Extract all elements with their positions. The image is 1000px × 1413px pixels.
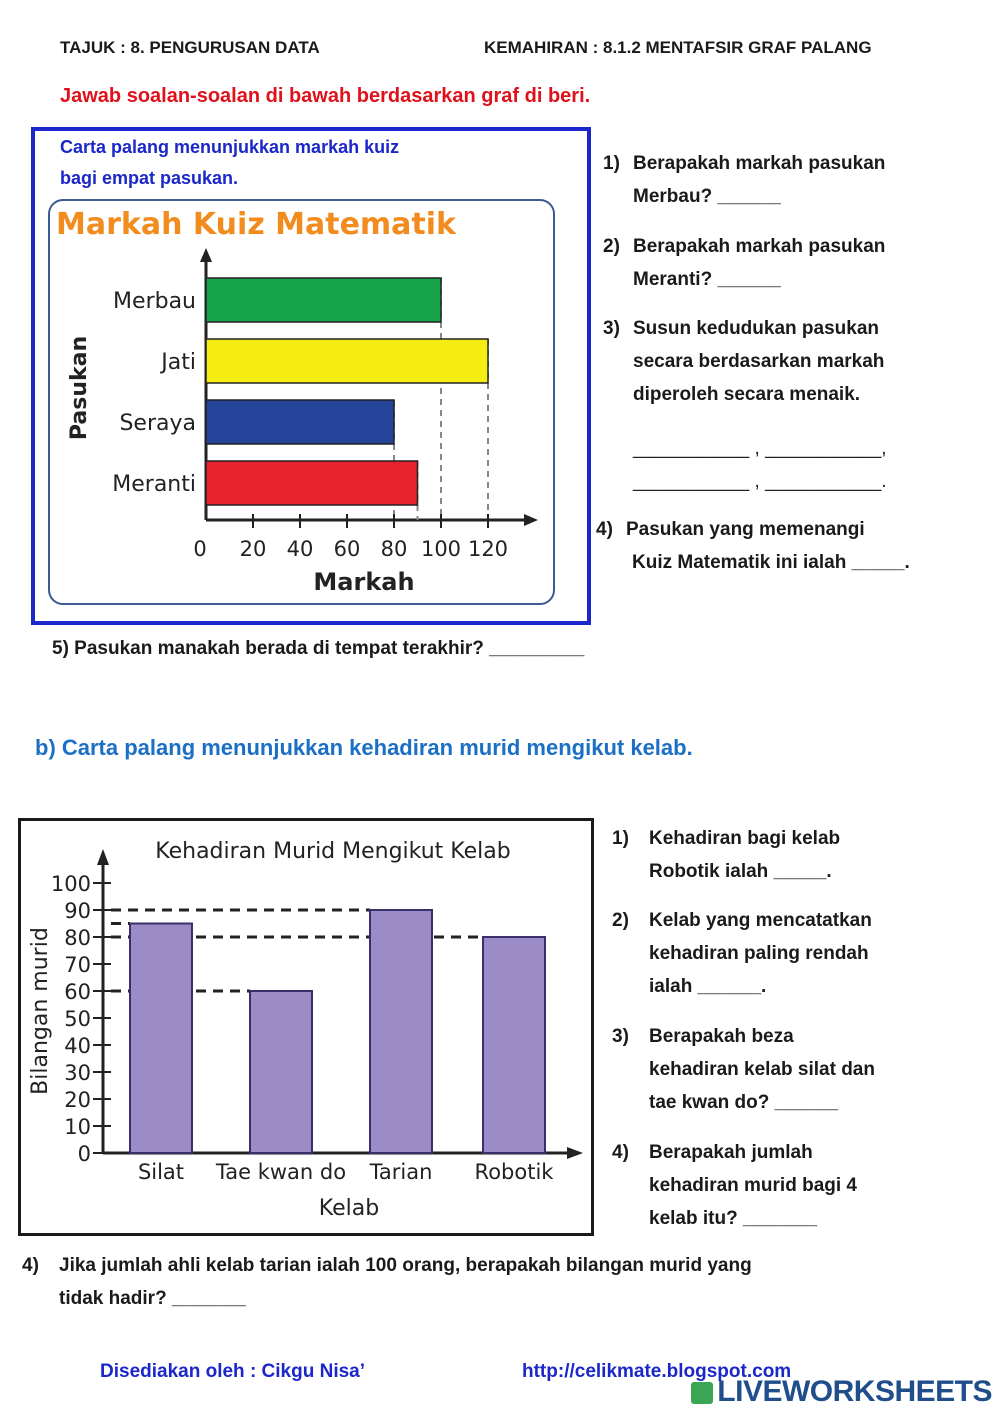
question-text: Berapakah beza [649,1026,794,1047]
question-a3 [603,312,983,411]
question-number: 4) [596,519,613,540]
chart-a-category-label: Jati [161,350,196,375]
section-b-title: b) Carta palang menunjukkan kehadiran murid mengikut kelab. [35,735,693,760]
blog-url[interactable]: http://celikmate.blogspot.com [522,1361,792,1382]
chart-b-tick-label: 80 [64,926,91,950]
instruction-text: Jawab soalan-soalan di bawah berdasarkan graf di beri. [60,85,591,107]
chart-a-bar [206,278,441,322]
chart-b-tick-label: 70 [64,953,91,977]
chart-b-y-label: Bilangan murid [28,927,53,1095]
chart-a-tick-label: 100 [420,537,462,561]
question-answer-line: tae kwan do? ______ [649,1092,839,1113]
question-number: 1) [603,153,620,174]
chart-a-category-label: Seraya [119,411,196,436]
question-b-bottom [22,1249,982,1315]
chart-b-category-label: Robotik [474,1160,554,1184]
chart-a-title: Markah Kuiz Matematik [55,207,457,242]
answer-blank-row[interactable]: ___________ , ___________. [633,471,887,492]
liveworksheets-logo-icon [691,1382,713,1404]
question-a2 [603,230,983,296]
chart-b-bar [130,924,192,1154]
chart-a-y-label: Pasukan [67,335,92,441]
question-b1 [612,822,992,888]
chart-b-title: Kehadiran Murid Mengikut Kelab [155,839,511,864]
question-text: Berapakah markah pasukan [633,153,886,174]
question-text-line: secara berdasarkan markah [633,351,885,372]
question-b3 [612,1020,992,1119]
chart-a-bar [206,339,488,383]
chart-b-tick-label: 30 [64,1061,91,1085]
chart-a-category-label: Meranti [112,472,196,497]
chart-a-category-label: Merbau [113,289,196,314]
question-answer-line: Robotik ialah _____. [649,861,832,882]
chart-b-tick-label: 0 [77,1142,91,1166]
question-text-line: diperoleh secara menaik. [633,384,861,405]
question-text-line: kehadiran paling rendah [649,943,869,964]
chart-b-tick-label: 50 [64,1007,91,1031]
question-text: Berapakah markah pasukan [633,236,886,257]
skill-header: KEMAHIRAN : 8.1.2 MENTAFSIR GRAF PALANG [484,38,872,57]
chart-a-tick-label: 120 [467,537,509,561]
question-answer-line: Merbau? ______ [633,186,781,207]
question-answer-line: kelab itu? _______ [649,1208,817,1229]
chart-b-tick-label: 40 [64,1034,91,1058]
question-a5: 5) Pasukan manakah berada di tempat terakhir? _________ [52,638,585,659]
quiz-score-chart [44,198,559,608]
chart-a-tick-label: 20 [239,537,267,561]
question-text: Kelab yang mencatatkan [649,910,872,931]
chart-a-tick-label: 0 [193,537,207,561]
question-number: 4) [612,1142,629,1163]
question-text: Susun kedudukan pasukan [633,318,879,339]
question-text: Kehadiran bagi kelab [649,828,841,849]
chart-a-x-label: Markah [313,568,415,596]
chart-b-y-arrow [97,849,109,865]
caption-line-1: Carta palang menunjukkan markah kuiz [60,137,400,157]
chart-b-bar [250,991,312,1153]
watermark-text: LIVEWORKSHEETS [717,1375,992,1408]
chart-a-tick-label: 80 [380,537,408,561]
chart-b-x-label: Kelab [318,1196,380,1221]
section-a-caption [60,132,399,194]
question-b4 [612,1136,992,1235]
club-attendance-chart [21,821,591,1231]
liveworksheets-watermark [691,1375,992,1409]
question-number: 2) [603,236,620,257]
question-a4 [596,513,996,579]
question-answer-line: tidak hadir? _______ [59,1288,246,1309]
chart-b-category-label: Tarian [369,1160,433,1184]
chart-b-tick-label: 100 [50,872,91,896]
question-text: Berapakah jumlah [649,1142,813,1163]
question-answer-line: Kuiz Matematik ini ialah _____. [632,552,910,573]
chart-b-tick-label: 20 [64,1088,91,1112]
question-number: 2) [612,910,629,931]
question-number: 3) [603,318,620,339]
answer-blank-row[interactable]: ___________ , ___________, [633,438,887,459]
chart-a-tick-label: 40 [286,537,314,561]
chart-b-bar [483,937,545,1153]
chart-a-bar [206,400,394,444]
chart-b-tick-label: 10 [64,1115,91,1139]
question-b2 [612,904,992,1003]
chart-b-tick-label: 90 [64,899,91,923]
question-number: 1) [612,828,629,849]
chart-b-category-label: Tae kwan do [215,1160,347,1184]
question-text: Jika jumlah ahli kelab tarian ialah 100 orang, berapakah bilangan murid yang [59,1255,752,1276]
question-text-line: kehadiran kelab silat dan [649,1059,875,1080]
chart-b-bar [370,910,432,1153]
question-number: 3) [612,1026,629,1047]
question-number: 4) [22,1255,39,1276]
chart-b-x-arrow [567,1147,583,1159]
question-text-line: kehadiran murid bagi 4 [649,1175,857,1196]
answer-blanks-a3 [633,432,887,498]
question-a1 [603,147,983,213]
question-answer-line: ialah ______. [649,976,767,997]
chart-a-bar [206,461,418,505]
author-credit: Disediakan oleh : Cikgu Nisa’ [100,1361,366,1382]
topic-header: TAJUK : 8. PENGURUSAN DATA [60,38,320,57]
question-text: Pasukan yang memenangi [626,519,865,540]
chart-b-tick-label: 60 [64,980,91,1004]
chart-a-tick-label: 60 [333,537,361,561]
question-answer-line: Meranti? ______ [633,269,781,290]
chart-b-category-label: Silat [137,1160,185,1184]
caption-line-2: bagi empat pasukan. [60,168,239,188]
